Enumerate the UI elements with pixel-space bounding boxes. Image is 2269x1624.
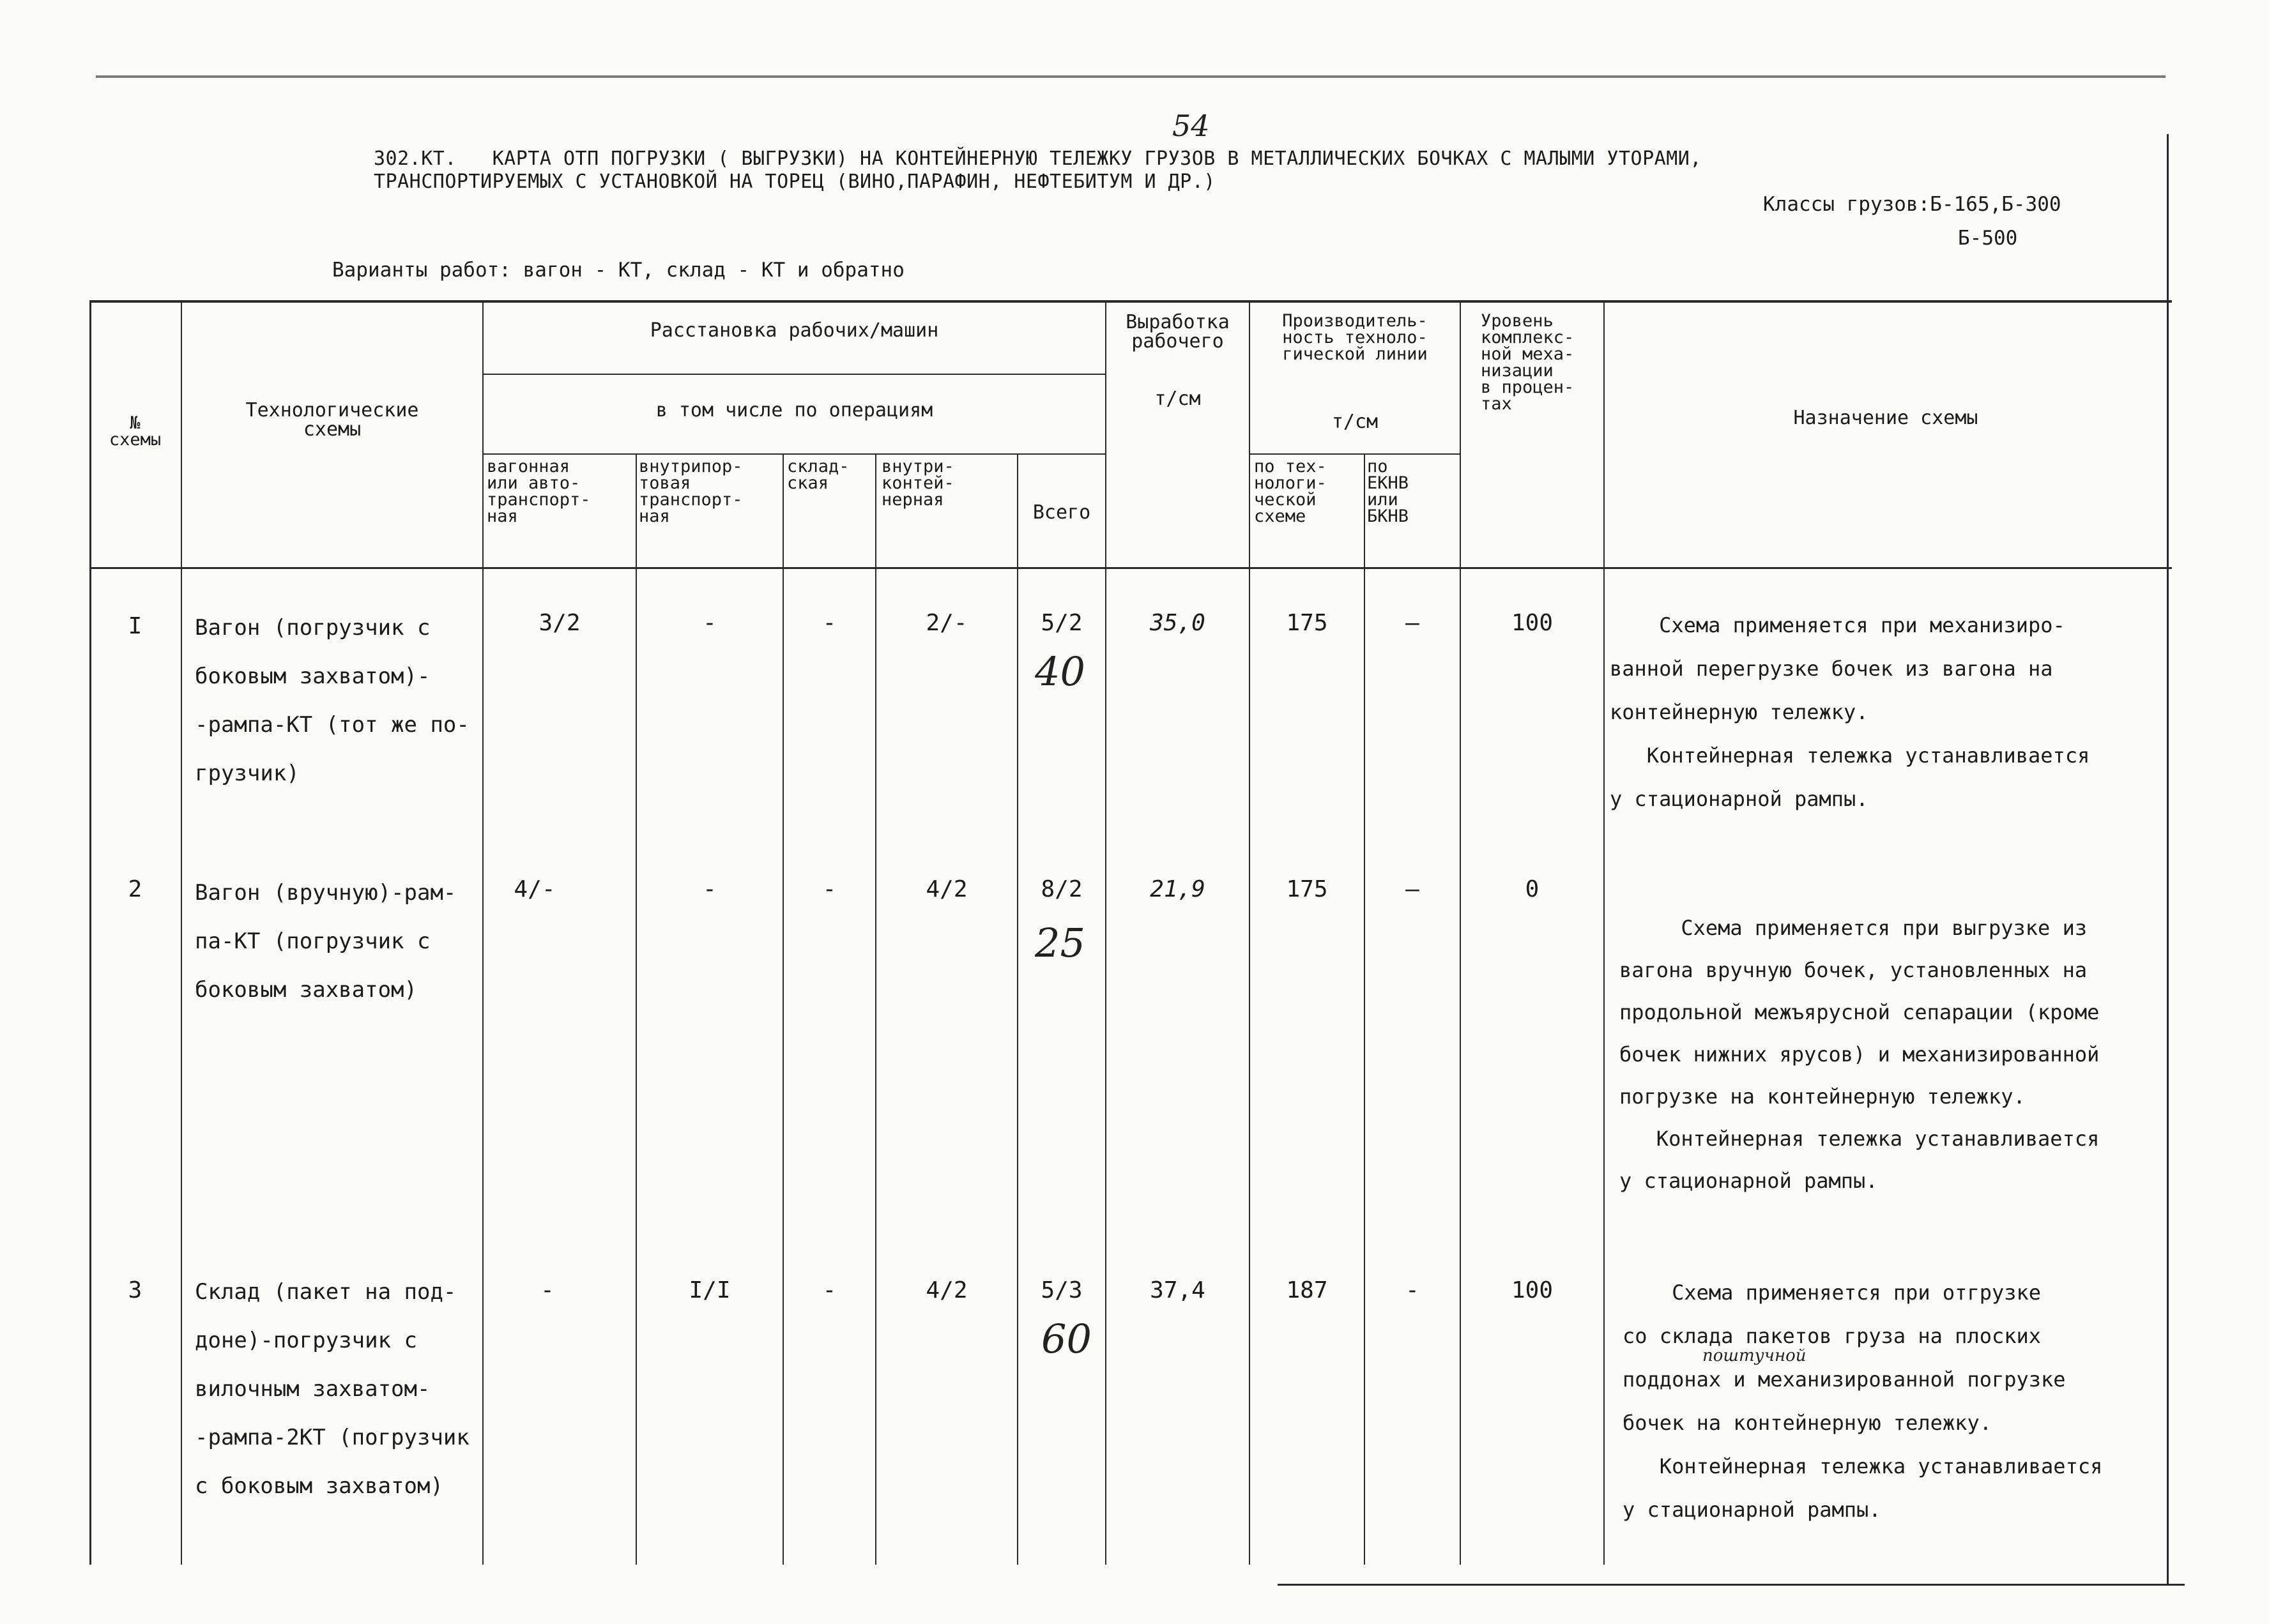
header-purpose: Назначение схемы: [1793, 407, 1978, 429]
row-wagon: 4/-: [514, 876, 556, 902]
row-number: I: [128, 613, 142, 639]
row-wagon: -: [540, 1277, 554, 1303]
header-line-productivity-unit: т/см: [1331, 411, 1379, 433]
work-variants: Варианты работ: вагон - КТ, склад - КТ и обратно: [332, 259, 905, 282]
header-worker-output: Выработка рабочего: [1126, 311, 1230, 353]
row-total-handwritten: 60: [1041, 1316, 1092, 1362]
row-wagon: 3/2: [539, 610, 581, 636]
page-number: 54: [1172, 109, 1210, 143]
row-purpose: Схема применяется при выгрузке из вагона вручную бочек, установленных на продольной межъярусной сепарации (кроме бочек нижних ярусов) и механизированной погрузке на контейнерную тележку. Контейнерная тележка устанавливается у стационарной рампы.: [1619, 916, 2100, 1193]
header-op-warehouse: склад- ская: [787, 457, 850, 493]
cargo-classes-cont: Б-500: [1958, 227, 2018, 250]
header-op-intracontainer: внутри- контей- нерная: [882, 457, 954, 510]
row-prod-scheme: 187: [1286, 1277, 1328, 1303]
row-output: 21,9: [1150, 876, 1205, 902]
handwritten-note: поштучной: [1702, 1346, 1807, 1365]
row-number: 3: [128, 1277, 142, 1303]
header-op-total: Всего: [1032, 501, 1091, 524]
title-line-1: 302.КТ. КАРТА ОТП ПОГРУЗКИ ( ВЫГРУЗКИ) НА КОНТЕЙНЕРНУЮ ТЕЛЕЖКУ ГРУЗОВ В МЕТАЛЛИЧЕСКИХ БОЧКАХ С МАЛЫМИ УТОРАМИ,: [374, 148, 1702, 170]
header-mechanization: Уровень комплекс- ной меха- низации в процен- тах: [1481, 311, 1575, 414]
row-total: 5/2: [1041, 610, 1083, 636]
row-purpose: Схема применяется при отгрузке со склада пакетов груза на плоских поддонах и механизированной погрузке бочек на контейнерную тележку. Контейнерная тележка устанавливается у стационарной рампы.: [1623, 1280, 2103, 1522]
row-intracontainer: 4/2: [926, 876, 968, 902]
header-prod-by-ekhnv: по ЕКНВ или БКНВ: [1367, 457, 1409, 526]
row-prod-ekhnv: —: [1405, 876, 1419, 902]
row-total: 8/2: [1041, 876, 1083, 902]
title-line-2: ТРАНСПОРТИРУЕМЫХ С УСТАНОВКОЙ НА ТОРЕЦ (ВИНО,ПАРАФИН, НЕФТЕБИТУМ И ДР.): [374, 171, 1216, 193]
row-prod-ekhnv: —: [1405, 610, 1419, 636]
header-op-intraport: внутрипор- товая транспорт- ная: [639, 457, 743, 526]
row-output: 37,4: [1150, 1277, 1205, 1303]
row-warehouse: -: [822, 1277, 837, 1303]
header-placement: Расстановка рабочих/машин: [650, 319, 939, 342]
row-mech: 100: [1511, 1277, 1554, 1303]
cargo-classes: Классы грузов:Б-165,Б-300: [1763, 193, 2061, 216]
row-prod-scheme: 175: [1286, 876, 1328, 902]
header-worker-output-unit: т/см: [1154, 388, 1201, 410]
row-scheme: Вагон (вручную)-рам- па-КТ (погрузчик с боковым захватом): [195, 880, 457, 1003]
row-scheme: Склад (пакет на под- доне)-погрузчик с вилочным захватом- -рампа-2КТ (погрузчик с боковым захватом): [195, 1279, 470, 1499]
row-mech: 0: [1525, 876, 1539, 902]
header-by-operations: в том числе по операциям: [655, 399, 933, 421]
row-intraport: -: [703, 610, 717, 636]
row-intracontainer: 2/-: [926, 610, 968, 636]
row-intracontainer: 4/2: [926, 1277, 968, 1303]
row-mech: 100: [1511, 610, 1554, 636]
header-prod-by-scheme: по тех- нологи- ческой схеме: [1254, 457, 1327, 526]
header-tech-schemes: Технологические схемы: [245, 399, 419, 441]
row-intraport: I/I: [689, 1277, 731, 1303]
row-prod-ekhnv: -: [1405, 1277, 1419, 1303]
row-total: 5/3: [1041, 1277, 1083, 1303]
header-line-productivity: Производитель- ность техноло- гической линии: [1282, 311, 1428, 364]
row-total-handwritten: 25: [1035, 920, 1085, 966]
row-scheme: Вагон (погрузчик с боковым захватом)- -рампа-КТ (тот же по- грузчик): [195, 615, 470, 786]
row-total-handwritten: 40: [1035, 648, 1085, 695]
row-output: 35,0: [1150, 610, 1205, 636]
top-rule: [96, 75, 2166, 78]
row-prod-scheme: 175: [1286, 610, 1328, 636]
row-number: 2: [128, 876, 142, 902]
row-warehouse: -: [822, 876, 837, 902]
row-warehouse: -: [822, 610, 837, 636]
row-intraport: -: [703, 876, 717, 902]
header-op-wagon: вагонная или авто- транспорт- ная: [487, 457, 591, 526]
header-scheme-no: № схемы: [109, 413, 162, 450]
row-purpose: Схема применяется при механизиро- ванной перегрузке бочек из вагона на контейнерную тележку. Контейнерная тележка устанавливается у стационарной рампы.: [1610, 613, 2090, 811]
